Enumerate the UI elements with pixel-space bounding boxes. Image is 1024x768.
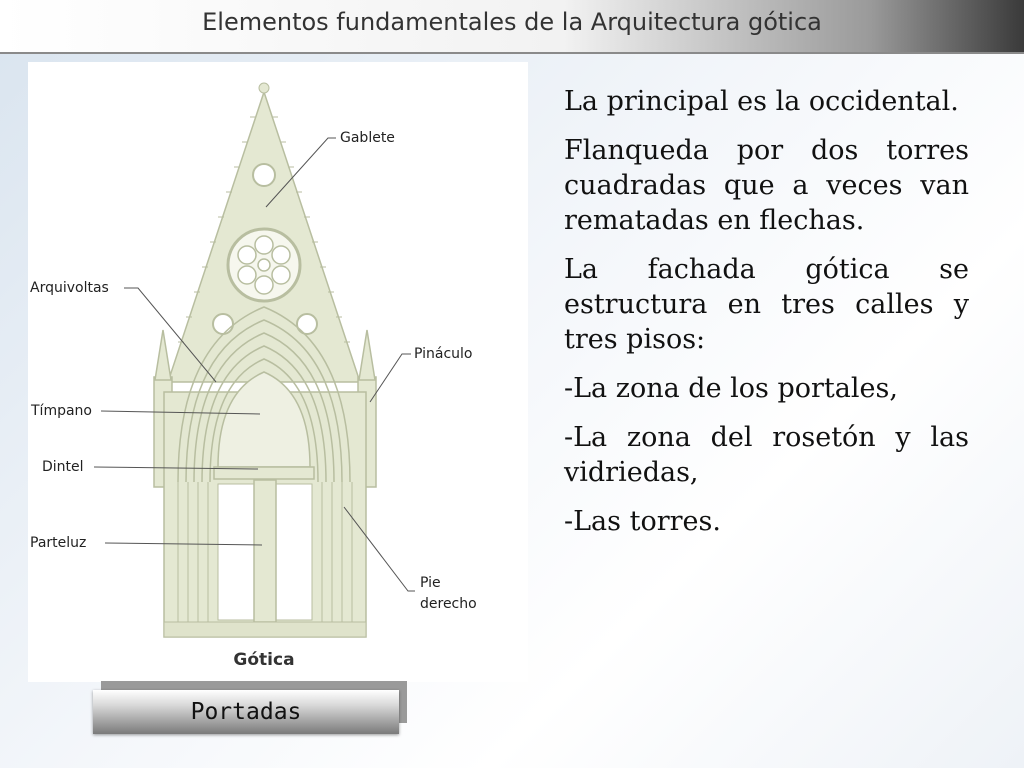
gothic-portal-illustration	[28, 62, 528, 682]
body-text	[564, 84, 969, 553]
trumeau	[254, 480, 276, 622]
small-roundel	[253, 164, 275, 186]
label-dintel: Dintel	[42, 459, 84, 475]
paragraph-2: Flanqueda por dos torres cuadradas que a veces van rematadas en flechas.	[564, 135, 969, 236]
caption-box	[93, 690, 399, 734]
finial	[259, 83, 269, 93]
roundel-right	[297, 314, 317, 334]
label-parteluz: Parteluz	[30, 535, 87, 551]
label-arquivoltas: Arquivoltas	[30, 280, 109, 296]
list-item-roseton: -La zona del rosetón y las vidriedas,	[564, 422, 969, 488]
list-item-torres: -Las torres.	[564, 506, 721, 537]
label-gablete: Gablete	[340, 130, 395, 146]
doorway-left	[218, 484, 254, 620]
title-bar	[0, 0, 1024, 54]
doorway-right	[276, 484, 312, 620]
label-pinaculo: Pináculo	[414, 346, 473, 362]
caption-label: Portadas	[190, 699, 302, 725]
label-pie: Pie	[420, 575, 441, 591]
diagram-caption: Gótica	[233, 650, 295, 670]
paragraph-1: La principal es la occidental.	[564, 86, 959, 117]
slide-title: Elementos fundamentales de la Arquitectura gótica	[202, 8, 822, 36]
paragraph-3: La fachada gótica se estructura en tres calles y tres pisos:	[564, 254, 969, 355]
base-step	[164, 622, 366, 637]
label-derecho: derecho	[420, 596, 477, 612]
label-timpano: Tímpano	[31, 403, 92, 419]
portal-diagram	[28, 62, 528, 682]
list-item-portales: -La zona de los portales,	[564, 373, 898, 404]
roundel-left	[213, 314, 233, 334]
